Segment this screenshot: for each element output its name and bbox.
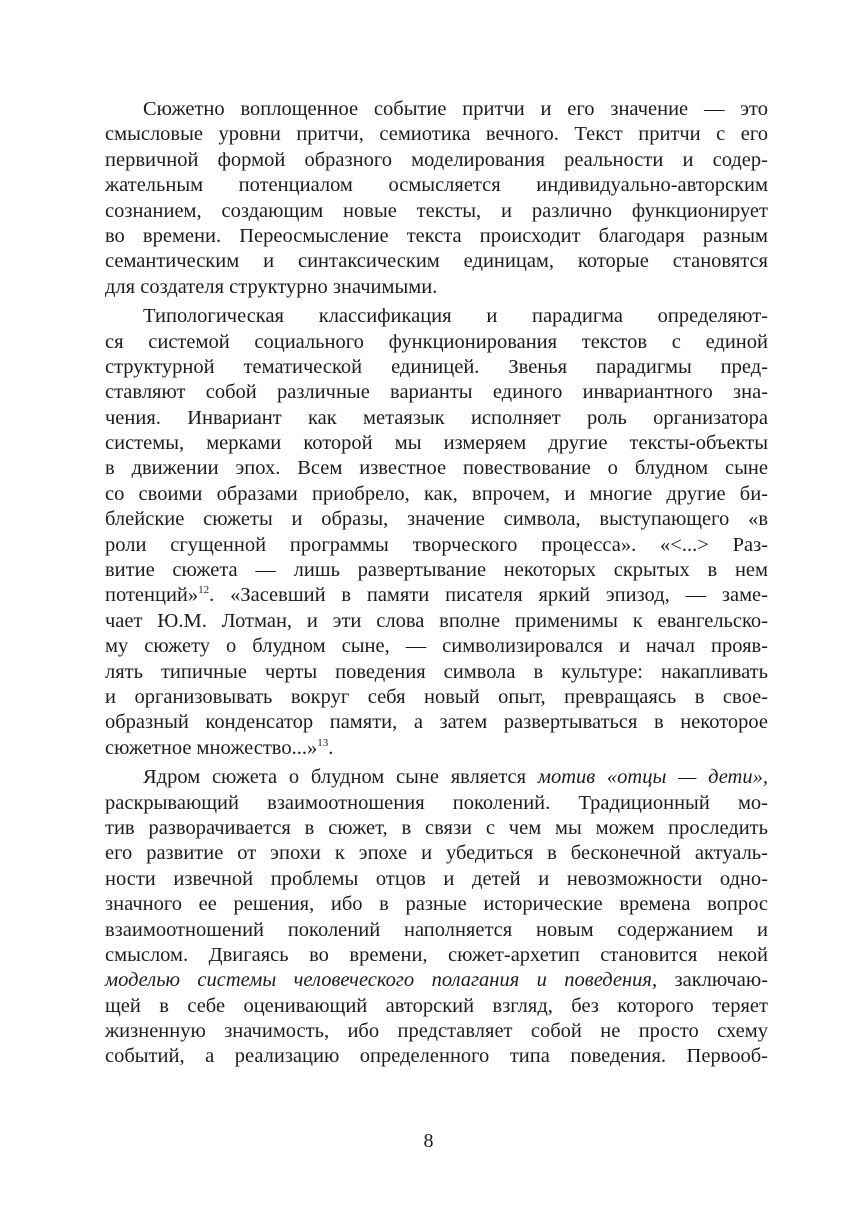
text-line: ставляют собой различные варианты единого инвариантного зна- (105, 381, 768, 404)
text-line-with-footnote (105, 736, 768, 761)
text-line-with-footnote (105, 583, 768, 608)
text-fragment: Ядром сюжета о блудном сыне является (143, 766, 538, 789)
text-line: Типологическая классификация и парадигма определяют- (143, 305, 768, 328)
text-line: му сюжету о блудном сыне, — символизировался и начал прояв- (105, 635, 768, 658)
text-fragment: . «Засевший в памяти писателя яркий эпизод, — заме- (209, 584, 768, 607)
italic-phrase: мотив «отцы — дети», (537, 766, 768, 789)
text-line: тив разворачивается в сюжет, в связи с чем мы можем проследить (105, 816, 768, 839)
text-line: первичной формой образного моделирования реальности и содер- (105, 148, 768, 171)
text-line-with-italic (105, 968, 768, 993)
text-line: витие сюжета — лишь развертывание некоторых скрытых в нем (105, 559, 768, 582)
text-fragment: , заключаю- (651, 969, 768, 992)
text-line: образный конденсатор памяти, а затем развертываться в некоторое (105, 711, 768, 734)
text-line: ся системой социального функционирования текстов с единой (105, 330, 768, 353)
footnote-ref-13[interactable]: 13 (317, 736, 329, 749)
text-line: ности извечной проблемы отцов и детей и невозможности одно- (105, 867, 768, 890)
text-fragment: потенций» (105, 584, 199, 607)
text-line: со своими образами приобрело, как, впрочем, и многие другие би- (105, 482, 768, 505)
text-line-with-italic (105, 765, 768, 790)
paragraph-2 (105, 304, 768, 761)
text-line: Сюжетно воплощенное событие притчи и его значение — это (143, 98, 768, 120)
text-line: смыслом. Двигаясь во времени, сюжет-архетип становится некой (105, 943, 768, 966)
text-fragment: сюжетное множество...» (105, 736, 318, 759)
text-line: сознанием, создающим новые тексты, и различно функционирует (105, 199, 768, 222)
text-line: семантическим и синтаксическим единицам, которые становятся (105, 250, 768, 273)
text-line: системы, мерками которой мы измеряем другие тексты-объекты (105, 432, 768, 455)
text-line: событий, а реализацию определенного типа поведения. Первооб- (105, 1045, 768, 1068)
text-line: жизненную значимость, ибо представляет собой не просто схему (105, 1020, 768, 1043)
text-line: структурной тематической единицей. Звенья парадигмы пред- (105, 355, 768, 378)
text-line: и организовывать вокруг себя новый опыт, превращаясь в свое- (105, 685, 768, 708)
text-line: значного ее решения, ибо в разные исторические времена вопрос (105, 893, 768, 916)
page-number: 8 (423, 1130, 434, 1152)
text-line: раскрывающий взаимоотношения поколений. Традиционный мо- (105, 791, 768, 814)
text-line: чения. Инвариант как метаязык исполняет роль организатора (105, 406, 768, 429)
text-line: блейские сюжеты и образы, значение символа, выступающего «в (105, 508, 768, 531)
text-fragment: . (328, 736, 334, 759)
page-body (105, 97, 768, 1070)
text-line: его развитие от эпохи к эпохе и убедиться в бесконечной актуаль- (105, 842, 768, 865)
text-line: во времени. Переосмысление текста происходит благодаря разным (105, 224, 768, 247)
text-line: лять типичные черты поведения символа в культуре: накапливать (105, 660, 768, 683)
text-line: для создателя структурно значимыми. (105, 275, 438, 298)
paragraph-3 (105, 765, 768, 1070)
paragraph-1 (105, 97, 768, 300)
text-line: жательным потенциалом осмысляется индивидуально-авторским (105, 174, 768, 197)
italic-phrase: моделью системы человеческого полагания и поведения (105, 969, 652, 992)
text-line: роли сгущенной программы творческого процесса». «<...> Раз- (105, 533, 768, 556)
text-line: в движении эпох. Всем известное повествование о блудном сыне (105, 457, 768, 480)
text-line: смысловые уровни притчи, семиотика вечного. Текст притчи с его (105, 123, 768, 146)
text-line: щей в себе оценивающий авторский взгляд, без которого теряет (105, 994, 768, 1017)
text-line: взаимоотношений поколений наполняется новым содержанием и (105, 918, 768, 941)
text-line: чает Ю.М. Лотман, и эти слова вполне применимы к евангельско- (105, 609, 768, 632)
footnote-ref-12[interactable]: 12 (198, 584, 210, 597)
